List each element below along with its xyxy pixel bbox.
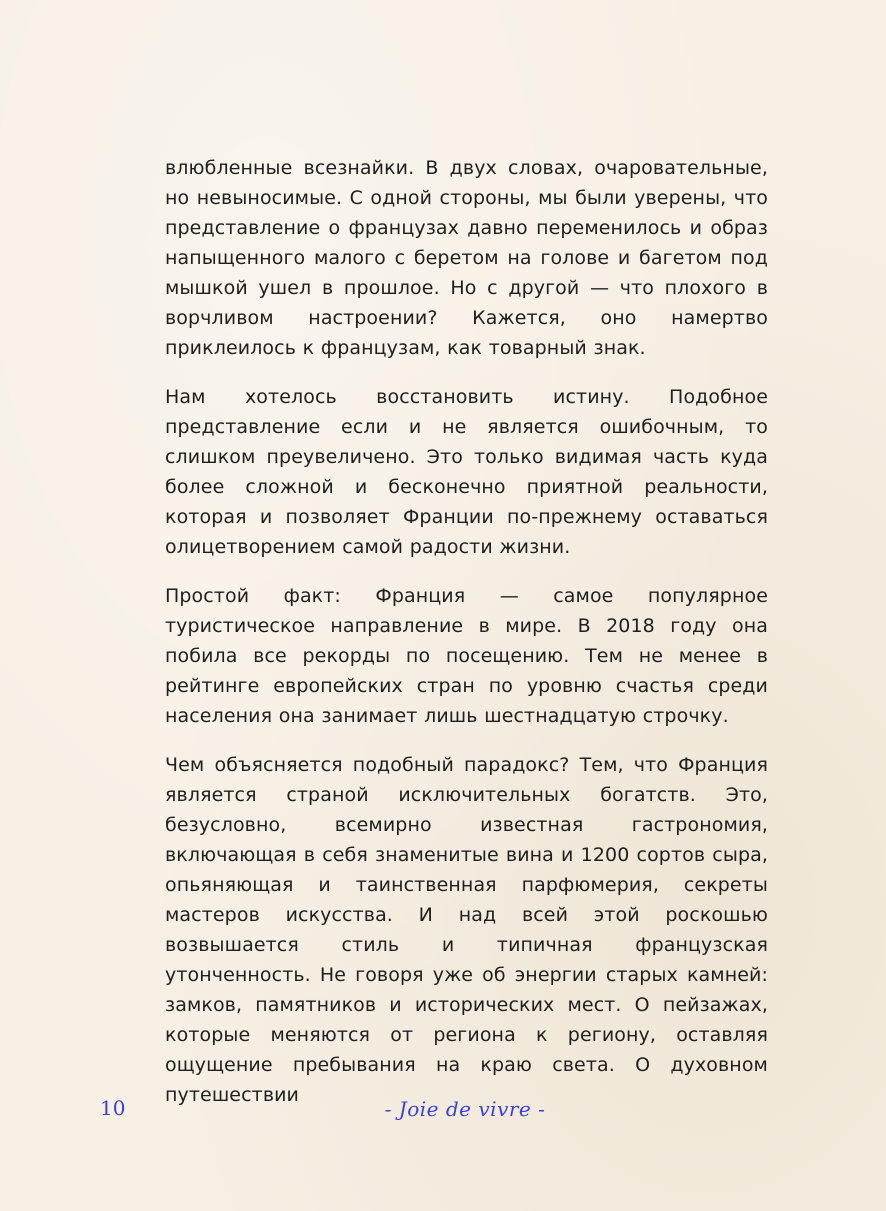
running-footer-title: - Joie de vivre -	[384, 1097, 546, 1121]
page-number: 10	[100, 1096, 126, 1120]
paragraph: Простой факт: Франция — самое популярное туристическое направление в мире. В 2018 году она побила все рекорды по посещению. Тем не менее в рейтинге европейских стран по уровню счастья среди населения она занимает лишь шестнадцатую строчку.	[165, 585, 768, 727]
body-text	[165, 153, 768, 1110]
paragraph: Нам хотелось восстановить истину. Подобное представление если и не является ошибочным, то слишком преувеличено. Это только видимая часть куда более сложной и бесконечно приятной реальности, которая и позволяет Франции по-прежнему оставаться олицетворением самой радости жизни.	[165, 386, 768, 558]
paragraph: влюбленные всезнайки. В двух словах, очаровательные, но невыносимые. С одной стороны, мы были уверены, что представление о французах давно переменилось и образ напыщенного малого с беретом на голове и багетом под мышкой ушел в прошлое. Но с другой — что плохого в ворчливом настроении? Кажется, оно намертво приклеилось к французам, как товарный знак.	[165, 157, 768, 359]
paragraph: Чем объясняется подобный парадокс? Тем, что Франция является страной исключительных богатств. Это, безусловно, всемирно известная гастрономия, включающая в себя знаменитые вина и 1200 сортов сыра, опьяняющая и таинственная парфюмерия, секреты мастеров искусства. И над всей этой роскошью возвышается стиль и типичная французская утонченность. Не говоря уже об энергии старых камней: замков, памятников и исторических мест. О пейзажах, которые меняются от региона к региону, оставляя ощущение пребывания на краю света. О духовном путешествии	[165, 754, 768, 1106]
